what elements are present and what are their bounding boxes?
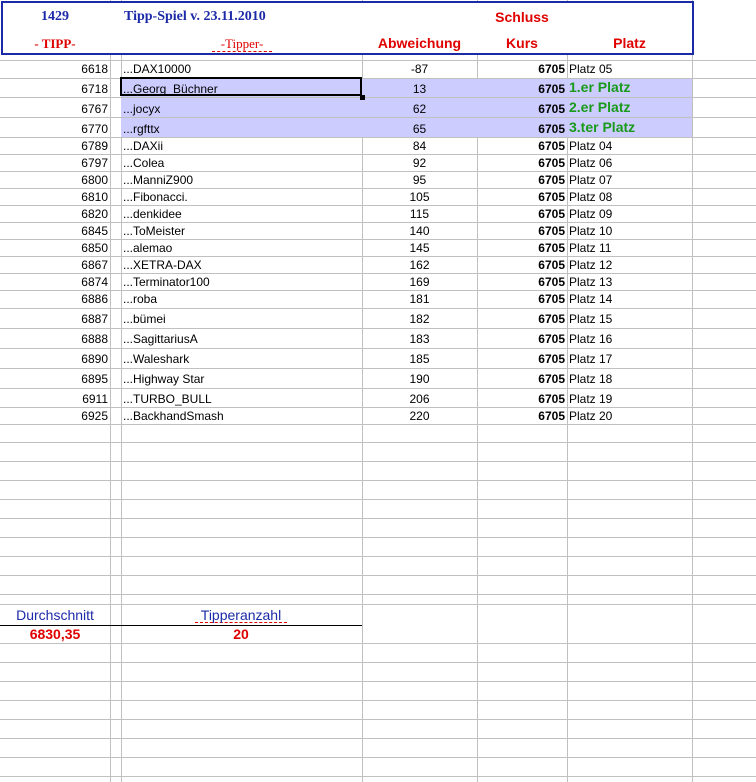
- platz-cell[interactable]: Platz 09: [569, 207, 613, 221]
- kurs-cell[interactable]: 6705: [538, 173, 565, 187]
- kurs-cell[interactable]: 6705: [538, 62, 565, 76]
- tipp-cell[interactable]: 6810: [81, 190, 108, 204]
- grid-row-line: [0, 205, 756, 206]
- tipp-cell[interactable]: 6886: [81, 292, 108, 306]
- platz-cell[interactable]: Platz 14: [569, 292, 613, 306]
- tipper-count-value[interactable]: 20: [233, 626, 249, 642]
- tipp-cell[interactable]: 6850: [81, 241, 108, 255]
- tipper-count-label[interactable]: Tipperanzahl: [195, 608, 287, 623]
- tipp-cell[interactable]: 6895: [81, 372, 108, 386]
- grid-row-line: [0, 308, 756, 309]
- kurs-cell[interactable]: 6705: [538, 190, 565, 204]
- tipp-cell[interactable]: 6867: [81, 258, 108, 272]
- grid-row-line: [0, 256, 756, 257]
- tipper-cell[interactable]: ...Fibonacci.: [123, 190, 188, 204]
- tipper-cell[interactable]: ...bümei: [123, 312, 166, 326]
- kurs-cell[interactable]: 6705: [538, 207, 565, 221]
- abweichung-cell[interactable]: 115: [409, 207, 430, 221]
- tipp-cell[interactable]: 6874: [81, 275, 108, 289]
- tipp-column-header[interactable]: - TIPP-: [34, 36, 76, 51]
- grid-row-line: [0, 518, 756, 519]
- platz-cell[interactable]: 3.ter Platz: [569, 119, 636, 135]
- grid-row-line: [0, 171, 756, 172]
- platz-cell[interactable]: Platz 15: [569, 312, 613, 326]
- tipp-cell[interactable]: 6820: [81, 207, 108, 221]
- grid-row-line: [0, 273, 756, 274]
- tipp-cell[interactable]: 6789: [81, 139, 108, 153]
- grid-row-line: [0, 480, 756, 481]
- abweichung-cell[interactable]: 145: [409, 241, 430, 255]
- grid-row-line: [0, 719, 756, 720]
- tipper-cell[interactable]: ...Georg_Büchner: [123, 82, 218, 96]
- kurs-cell[interactable]: 6705: [538, 312, 565, 326]
- abweichung-cell[interactable]: 13: [412, 82, 427, 96]
- platz-cell[interactable]: 2.er Platz: [569, 99, 631, 115]
- abweichung-cell[interactable]: 220: [409, 409, 430, 423]
- abweichung-cell[interactable]: 105: [409, 190, 430, 204]
- grid-row-line: [0, 556, 756, 557]
- kurs-cell[interactable]: 6705: [538, 156, 565, 170]
- grid-row-line: [0, 461, 756, 462]
- grid-row-line: [0, 681, 756, 682]
- abweichung-cell[interactable]: 84: [412, 139, 427, 153]
- tipper-cell[interactable]: ...DAX10000: [123, 62, 192, 76]
- tipper-cell[interactable]: ...ToMeister: [123, 224, 186, 238]
- grid-row-line: [0, 738, 756, 739]
- abweichung-cell[interactable]: 181: [409, 292, 430, 306]
- tipp-cell[interactable]: 6618: [81, 62, 108, 76]
- kurs-cell[interactable]: 6705: [538, 352, 565, 366]
- tipper-cell[interactable]: ...ManniZ900: [123, 173, 194, 187]
- grid-row-line: [0, 388, 756, 389]
- grid-row-line: [0, 442, 756, 443]
- platz-cell[interactable]: Platz 06: [569, 156, 613, 170]
- tipp-cell[interactable]: 6797: [81, 156, 108, 170]
- platz-cell[interactable]: Platz 08: [569, 190, 613, 204]
- tipper-cell[interactable]: ...Highway Star: [123, 372, 205, 386]
- grid-row-line: [0, 776, 756, 777]
- game-title[interactable]: Tipp-Spiel v. 23.11.2010: [124, 9, 266, 24]
- kurs-cell[interactable]: 6705: [538, 241, 565, 255]
- tipp-cell[interactable]: 6770: [81, 122, 108, 136]
- kurs-cell[interactable]: 6705: [538, 275, 565, 289]
- grid-row-line: [0, 594, 756, 595]
- tipper-cell[interactable]: ...XETRA-DAX: [123, 258, 202, 272]
- abweichung-cell[interactable]: 65: [412, 122, 427, 136]
- abweichung-cell[interactable]: 169: [409, 275, 430, 289]
- active-cell-selection[interactable]: [120, 77, 362, 96]
- grid-row-line: [0, 188, 756, 189]
- platz-cell[interactable]: Platz 05: [569, 62, 613, 76]
- platz-cell[interactable]: Platz 12: [569, 258, 613, 272]
- grid-row-line: [0, 368, 756, 369]
- tipper-cell[interactable]: ...DAXii: [123, 139, 164, 153]
- grid-row-line: [0, 290, 756, 291]
- schluss-label[interactable]: Schluss: [495, 9, 549, 25]
- kurs-cell[interactable]: 6705: [538, 372, 565, 386]
- tipper-cell[interactable]: ...TURBO_BULL: [123, 392, 212, 406]
- tipper-cell[interactable]: ...rgfttx: [123, 122, 160, 136]
- tipper-cell[interactable]: ...roba: [123, 292, 158, 306]
- kurs-cell[interactable]: 6705: [538, 292, 565, 306]
- kurs-cell[interactable]: 6705: [538, 258, 565, 272]
- grid-row-line: [0, 222, 756, 223]
- game-id[interactable]: 1429: [41, 9, 69, 24]
- tipp-cell[interactable]: 6845: [81, 224, 108, 238]
- platz-cell[interactable]: Platz 17: [569, 352, 613, 366]
- grid-row-line: [0, 348, 756, 349]
- grid-row-line: [0, 154, 756, 155]
- tipp-cell[interactable]: 6718: [81, 82, 108, 96]
- tipper-cell[interactable]: ...Colea: [123, 156, 165, 170]
- tipper-cell[interactable]: ...alemao: [123, 241, 173, 255]
- tipper-cell[interactable]: ...Terminator100: [123, 275, 210, 289]
- abweichung-cell[interactable]: 206: [409, 392, 430, 406]
- abweichung-cell[interactable]: 162: [409, 258, 430, 272]
- tipper-column-header[interactable]: -Tipper-: [212, 37, 272, 52]
- platz-column-header[interactable]: Platz: [613, 35, 646, 51]
- platz-cell[interactable]: Platz 19: [569, 392, 613, 406]
- kurs-cell[interactable]: 6705: [538, 82, 565, 96]
- platz-cell[interactable]: Platz 16: [569, 332, 613, 346]
- grid-row-line: [0, 757, 756, 758]
- platz-cell[interactable]: Platz 11: [569, 241, 612, 255]
- average-value[interactable]: 6830,35: [29, 626, 81, 642]
- abweichung-cell[interactable]: 183: [409, 332, 430, 346]
- platz-cell[interactable]: Platz 07: [569, 173, 613, 187]
- grid-row-line: [0, 328, 756, 329]
- grid-row-line: [0, 537, 756, 538]
- abweichung-cell[interactable]: 190: [409, 372, 430, 386]
- kurs-cell[interactable]: 6705: [538, 392, 565, 406]
- tipp-cell[interactable]: 6767: [81, 102, 108, 116]
- fill-handle[interactable]: [360, 95, 365, 100]
- tipper-cell[interactable]: ...denkidee: [123, 207, 182, 221]
- grid-row-line: [0, 604, 756, 605]
- tipp-cell[interactable]: 6925: [81, 409, 108, 423]
- grid-row-line: [0, 700, 756, 701]
- abweichung-cell[interactable]: 62: [412, 102, 427, 116]
- tipp-cell[interactable]: 6800: [81, 173, 108, 187]
- grid-row-line: [0, 424, 756, 425]
- platz-cell[interactable]: Platz 13: [569, 275, 613, 289]
- abweichung-cell[interactable]: 182: [409, 312, 430, 326]
- tipper-cell[interactable]: ...BackhandSmash: [123, 409, 224, 423]
- tipp-cell[interactable]: 6911: [82, 392, 108, 406]
- tipper-cell[interactable]: ...SagittariusA: [123, 332, 198, 346]
- tipp-cell[interactable]: 6887: [81, 312, 108, 326]
- average-label[interactable]: Durchschnitt: [16, 607, 94, 623]
- grid-row-line: [0, 662, 756, 663]
- platz-cell[interactable]: Platz 10: [569, 224, 613, 238]
- kurs-cell[interactable]: 6705: [538, 122, 565, 136]
- kurs-column-header[interactable]: Kurs: [506, 35, 538, 51]
- abweichung-cell[interactable]: 95: [412, 173, 427, 187]
- tipper-cell[interactable]: ...jocyx: [123, 102, 161, 116]
- kurs-cell[interactable]: 6705: [538, 332, 565, 346]
- kurs-cell[interactable]: 6705: [538, 139, 565, 153]
- grid-row-line: [0, 407, 756, 408]
- grid-row-line: [0, 137, 756, 138]
- platz-cell[interactable]: Platz 04: [569, 139, 613, 153]
- abweichung-cell[interactable]: 140: [409, 224, 430, 238]
- grid-row-line: [0, 643, 756, 644]
- platz-cell[interactable]: Platz 20: [569, 409, 613, 423]
- tipp-cell[interactable]: 6888: [81, 332, 108, 346]
- grid-row-line: [0, 60, 756, 61]
- grid-row-line: [0, 239, 756, 240]
- abweichung-cell[interactable]: 92: [412, 156, 427, 170]
- grid-row-line: [0, 499, 756, 500]
- abweichung-cell[interactable]: 185: [409, 352, 430, 366]
- tipper-cell[interactable]: ...Waleshark: [123, 352, 190, 366]
- abweichung-cell[interactable]: -87: [410, 62, 429, 76]
- tipp-cell[interactable]: 6890: [81, 352, 108, 366]
- kurs-cell[interactable]: 6705: [538, 409, 565, 423]
- grid-row-line: [0, 575, 756, 576]
- kurs-cell[interactable]: 6705: [538, 102, 565, 116]
- platz-cell[interactable]: Platz 18: [569, 372, 613, 386]
- platz-cell[interactable]: 1.er Platz: [569, 79, 631, 95]
- abweichung-column-header[interactable]: Abweichung: [377, 35, 462, 51]
- kurs-cell[interactable]: 6705: [538, 224, 565, 238]
